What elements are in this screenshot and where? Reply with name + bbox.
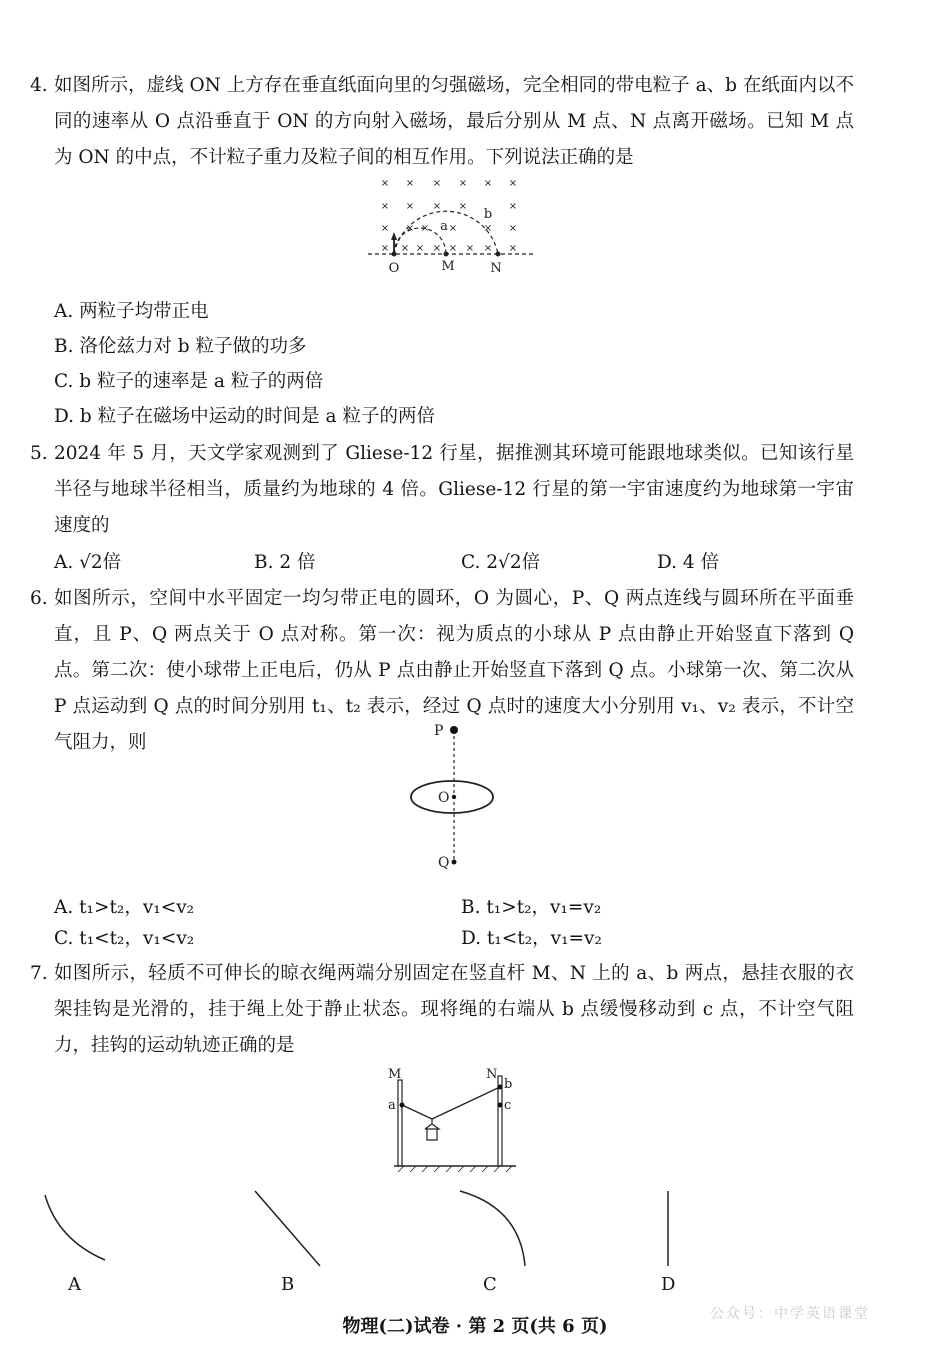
- q5-option-b: B. 2 倍: [254, 552, 316, 573]
- question-6: [30, 581, 860, 753]
- label-O: O: [388, 261, 400, 276]
- watermark: 公众号：中学英语课堂: [710, 1306, 870, 1322]
- svg-text:×: ×: [415, 243, 425, 254]
- svg-text:×: ×: [483, 178, 493, 189]
- svg-text:×: ×: [448, 243, 458, 254]
- q4-option-a: A. 两粒子均带正电: [54, 301, 209, 322]
- svg-text:×: ×: [483, 223, 493, 234]
- svg-text:×: ×: [432, 201, 442, 212]
- label-a: a: [440, 219, 448, 234]
- label-O: O: [438, 790, 450, 806]
- svg-text:×: ×: [405, 201, 415, 212]
- question-5: [30, 436, 860, 546]
- q5-option-d: D. 4 倍: [657, 552, 720, 573]
- svg-text:×: ×: [465, 243, 475, 254]
- svg-text:×: ×: [405, 223, 415, 234]
- q6-option-d: D. t₁<t₂，v₁=v₂: [461, 928, 602, 949]
- question-text: 如图所示，轻质不可伸长的晾衣绳两端分别固定在竖直杆 M、N 上的 a、b 两点，悬挂衣服的衣架挂钩是光滑的，挂于绳上处于静止状态。现将绳的右端从 b 点缓慢移动到 c 点，不计空气阻力，挂钩的运动轨迹正确的是: [54, 963, 854, 1056]
- svg-text:×: ×: [508, 178, 518, 189]
- svg-text:×: ×: [458, 201, 468, 212]
- question-number: 7.: [30, 963, 48, 984]
- q4-option-b: B. 洛伦兹力对 b 粒子做的功多: [54, 336, 307, 357]
- question-number: 5.: [30, 443, 48, 464]
- question-text: 2024 年 5 月，天文学家观测到了 Gliese-12 行星，据推测其环境可能跟地球类似。已知该行星半径与地球半径相当，质量约为地球的 4 倍。Gliese-12 行星的第一宇宙速度约为地球第一宇宙速度的: [54, 443, 854, 536]
- svg-text:×: ×: [432, 243, 442, 254]
- svg-text:×: ×: [508, 201, 518, 212]
- figure-magnetic-field: [360, 172, 540, 276]
- label-M: M: [388, 1067, 402, 1082]
- svg-text:×: ×: [508, 223, 518, 234]
- question-7: [30, 956, 860, 1066]
- label-a: a: [388, 1098, 396, 1113]
- label-M: M: [441, 259, 455, 274]
- choice-label-D: D: [661, 1274, 676, 1295]
- svg-text:×: ×: [458, 178, 468, 189]
- figure-clothesline: [380, 1062, 530, 1180]
- choice-C-curve: [455, 1186, 535, 1271]
- svg-text:×: ×: [432, 178, 442, 189]
- question-text: 如图所示，虚线 ON 上方存在垂直纸面向里的匀强磁场，完全相同的带电粒子 a、b 在纸面内以不同的速率从 O 点沿垂直于 ON 的方向射入磁场，最后分别从 M 点、N 点离开磁场。已知 M 点为 ON 的中点，不计粒子重力及粒子间的相互作用。下列说法正确的是: [54, 75, 854, 168]
- choice-D-line: [660, 1186, 680, 1271]
- svg-text:×: ×: [380, 201, 390, 212]
- choice-label-A: A: [68, 1274, 81, 1295]
- svg-text:×: ×: [380, 243, 390, 254]
- choice-label-C: C: [483, 1274, 497, 1295]
- label-b: b: [483, 207, 493, 222]
- q4-option-c: C. b 粒子的速率是 a 粒子的两倍: [54, 371, 324, 392]
- svg-text:×: ×: [420, 223, 430, 234]
- svg-text:×: ×: [380, 223, 390, 234]
- label-c: c: [504, 1098, 512, 1113]
- label-N: N: [490, 261, 502, 276]
- page-footer: 物理(二)试卷 · 第 2 页(共 6 页): [342, 1316, 608, 1337]
- label-P: P: [434, 723, 444, 739]
- svg-text:×: ×: [508, 243, 518, 254]
- svg-text:×: ×: [448, 223, 458, 234]
- q6-option-b: B. t₁>t₂，v₁=v₂: [461, 897, 602, 918]
- q5-option-a: A. √2倍: [54, 552, 122, 573]
- choice-A-curve: [40, 1190, 120, 1265]
- choice-label-B: B: [281, 1274, 295, 1295]
- choice-B-line: [250, 1186, 330, 1271]
- q6-option-a: A. t₁>t₂，v₁<v₂: [54, 897, 195, 918]
- svg-text:×: ×: [380, 178, 390, 189]
- q5-option-c: C. 2√2倍: [461, 552, 541, 573]
- label-N: N: [486, 1067, 498, 1082]
- svg-text:×: ×: [400, 243, 410, 254]
- figure-charged-ring: [400, 718, 510, 878]
- question-4: [30, 68, 860, 178]
- label-Q: Q: [438, 855, 450, 871]
- question-text: 如图所示，空间中水平固定一均匀带正电的圆环，O 为圆心，P、Q 两点连线与圆环所在平面垂直，且 P、Q 两点关于 O 点对称。第一次：视为质点的小球从 P 点由静止开始竖直下落到 Q 点。第二次：使小球带上正电后，仍从 P 点由静止开始竖直下落到 Q 点。小球第一次、第二次从 P 点运动到 Q 点的时间分别用 t₁、t₂ 表示，经过 Q 点时的速度大小分别用 v₁、v₂ 表示，不计空气阻力，则: [54, 588, 854, 753]
- svg-text:×: ×: [405, 178, 415, 189]
- q4-option-d: D. b 粒子在磁场中运动的时间是 a 粒子的两倍: [54, 406, 435, 427]
- q6-option-c: C. t₁<t₂，v₁<v₂: [54, 928, 195, 949]
- label-b: b: [504, 1077, 513, 1092]
- svg-text:×: ×: [483, 243, 493, 254]
- question-number: 4.: [30, 75, 48, 96]
- question-number: 6.: [30, 588, 48, 609]
